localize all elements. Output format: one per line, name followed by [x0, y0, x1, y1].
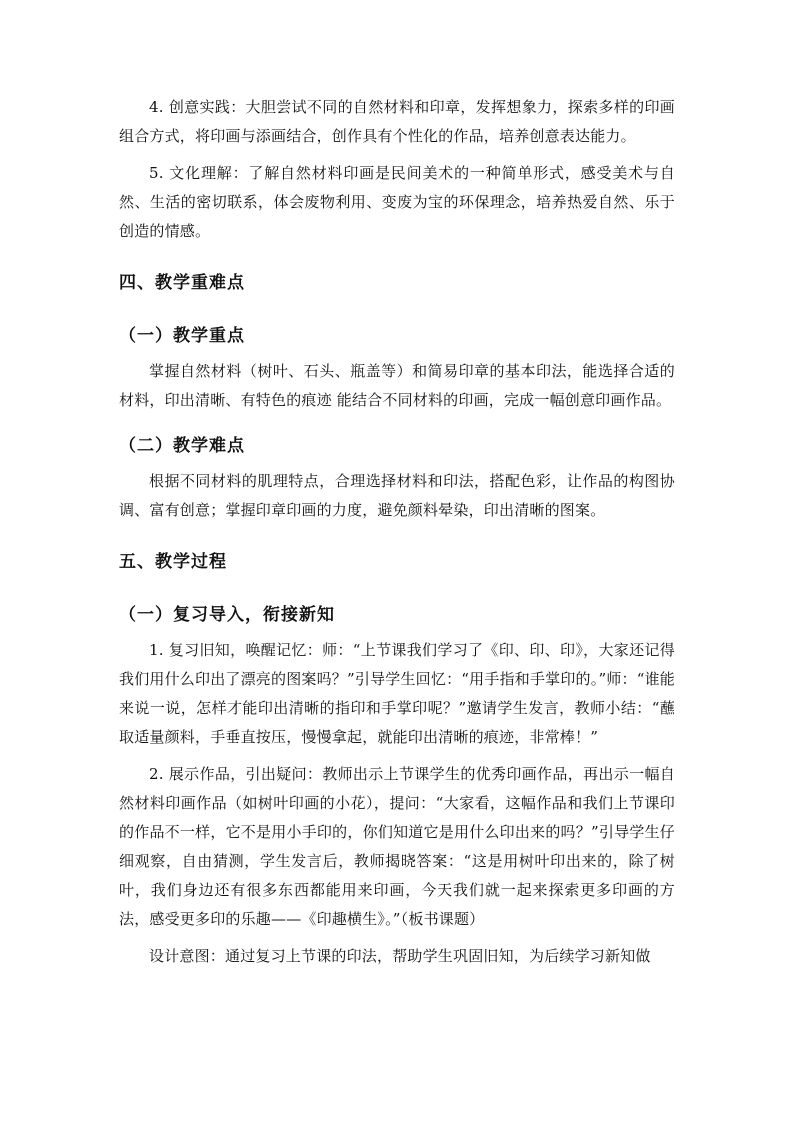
paragraph-teaching-focus: 掌握自然材料（树叶、石头、瓶盖等）和简易印章的基本印法，能选择合适的材料，印出清晰、有特色的痕迹 能结合不同材料的印画，完成一幅创意印画作品。	[119, 362, 675, 409]
section-heading-teaching-process: 五、教学过程	[119, 552, 227, 572]
paragraph-cultural-understanding: 5. 文化理解：了解自然材料印画是民间美术的一种简单形式，感受美术与自然、生活的密切联系，体会废物利用、变废为宝的环保理念，培养热爱自然、乐于创造的情感。	[119, 164, 675, 240]
paragraph-review-old-knowledge: 1. 复习旧知，唤醒记忆：师：“上节课我们学习了《印、印、印》，大家还记得我们用什么印出了漂亮的图案吗？”引导学生回忆：“用手指和手掌印的。”师：“谁能来说一说，怎样才能印出清晰的指印和手掌印呢？”邀请学生发言，教师小结：“蘸取适量颜料，手垂直按压，慢慢拿起，就能印出清晰的痕迹，非常棒！”	[119, 641, 675, 746]
section-heading-key-difficult-points: 四、教学重难点	[119, 273, 245, 293]
paragraph-creative-practice: 4. 创意实践：大胆尝试不同的自然材料和印章，发挥想象力，探索多样的印画组合方式，将印画与添画结合，创作具有个性化的作品，培养创意表达能力。	[119, 98, 675, 145]
subheading-review-introduction: （一）复习导入，衔接新知	[119, 605, 335, 625]
subheading-teaching-difficulty: （二）教学难点	[119, 436, 245, 456]
subheading-teaching-focus: （一）教学重点	[119, 326, 245, 346]
document-page	[119, 93, 675, 979]
paragraph-teaching-difficulty: 根据不同材料的肌理特点，合理选择材料和印法，搭配色彩，让作品的构图协调、富有创意；掌握印章印画的力度，避免颜料晕染，印出清晰的图案。	[119, 472, 675, 519]
paragraph-design-intent: 设计意图：通过复习上节课的印法，帮助学生巩固旧知，为后续学习新知做	[149, 947, 651, 965]
paragraph-show-works: 2. 展示作品，引出疑问：教师出示上节课学生的优秀印画作品，再出示一幅自然材料印画作品（如树叶印画的小花），提问：“大家看，这幅作品和我们上节课印的作品不一样，它不是用小手印的，你们知道它是用什么印出来的吗？”引导学生仔细观察，自由猜测，学生发言后，教师揭晓答案：“这是用树叶印出来的，除了树叶，我们身边还有很多东西都能用来印画，今天我们就一起来探索更多印画的方法，感受更多印的乐趣——《印趣横生》。”（板书课题）	[119, 765, 675, 928]
